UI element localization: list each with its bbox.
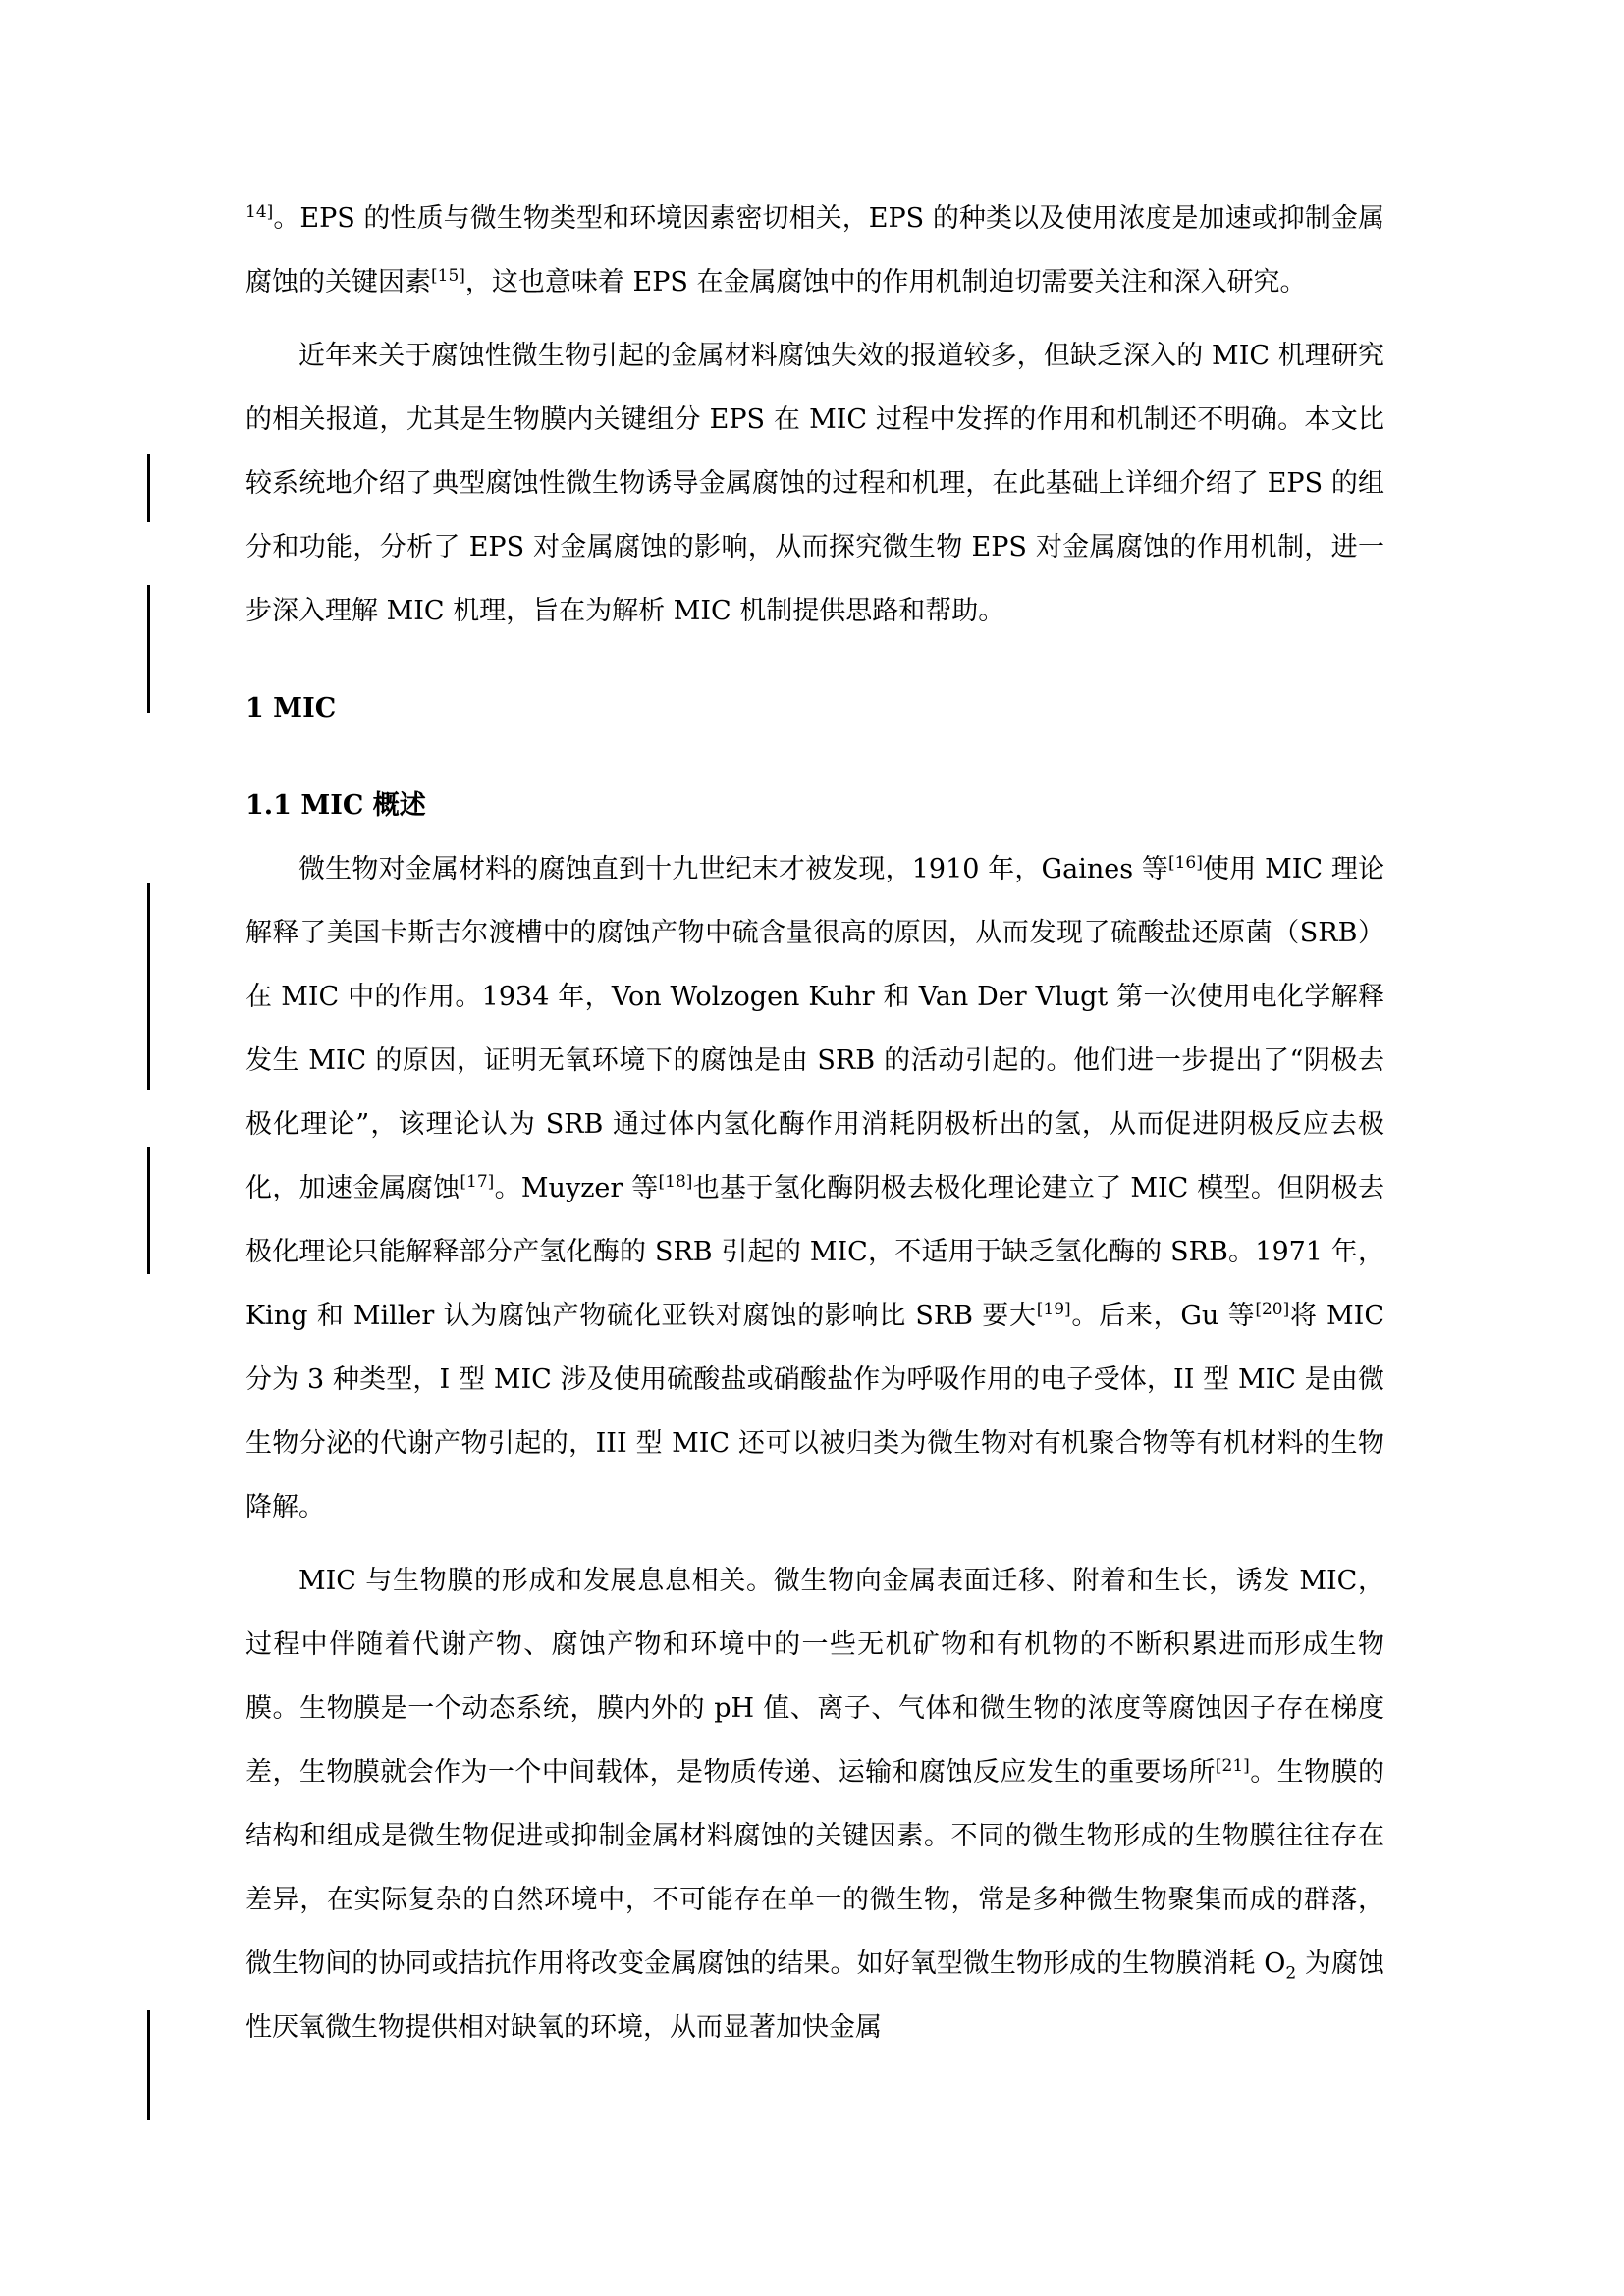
paragraph-text: 。EPS 的性质与微生物类型和环境因素密切相关，EPS 的种类以及使用浓度是加速或抑制金属腐蚀的关键因素 xyxy=(245,203,1384,297)
paragraph-continued xyxy=(245,187,1384,314)
change-bar-1 xyxy=(147,454,150,522)
citation-ref: [15] xyxy=(431,266,465,286)
section-heading: 1 MIC xyxy=(245,693,337,723)
citation-ref: [17] xyxy=(460,1172,495,1192)
paragraph-text: 为腐蚀性厌氧微生物提供相对缺氧的环境，从而显著加快金属 xyxy=(245,1949,1384,2043)
paragraph-intro: 近年来关于腐蚀性微生物引起的金属材料腐蚀失效的报道较多，但缺乏深入的 MIC 机理研究的相关报道，尤其是生物膜内关键组分 EPS 在 MIC 过程中发挥的作用和机制还不明确。本文比较系统地介绍了典型腐蚀性微生物诱导金属腐蚀的过程和机理，在此基础上详细介绍了 EPS 的组分和功能，分析了 EPS 对金属腐蚀的影响，从而探究微生物 EPS 对金属腐蚀的作用机制，进一步深入理解 MIC 机理，旨在为解析 MIC 机制提供思路和帮助。 xyxy=(245,341,1384,626)
document-body xyxy=(245,187,1384,2059)
citation-ref: [19] xyxy=(1036,1300,1071,1319)
subsection-heading: 1.1 MIC 概述 xyxy=(245,790,426,821)
paragraph-text: 将 MIC 分为 3 种类型，I 型 MIC 涉及使用硫酸盐或硝酸盐作为呼吸作用的电子受体，II 型 MIC 是由微生物分泌的代谢产物引起的，III 型 MIC 还可以被归类为微生物对有机聚合物等有机材料的生物降解。 xyxy=(245,1301,1384,1522)
change-bar-4 xyxy=(147,1147,150,1274)
paragraph-text: MIC 与生物膜的形成和发展息息相关。微生物向金属表面迁移、附着和生长，诱发 MIC，过程中伴随着代谢产物、腐蚀产物和环境中的一些无机矿物和有机物的不断积累进而形成生物膜。生物膜是一个动态系统，膜内外的 pH 值、离子、气体和微生物的浓度等腐蚀因子存在梯度差，生物膜就会作为一个中间载体，是物质传递、运输和腐蚀反应发生的重要场所 xyxy=(245,1566,1384,1788)
paragraph-text: 也基于氢化酶阴极去极化理论建立了 MIC 模型。但阴极去极化理论只能解释部分产氢化酶的 SRB 引起的 MIC，不适用于缺乏氢化酶的 SRB。1971 年，King 和 Miller 认为腐蚀产物硫化亚铁对腐蚀的影响比 SRB 要大 xyxy=(245,1173,1385,1331)
paragraph-text: ，这也意味着 EPS 在金属腐蚀中的作用机制迫切需要关注和深入研究。 xyxy=(464,267,1307,297)
change-bar-3 xyxy=(147,883,150,1090)
citation-ref: [21] xyxy=(1215,1756,1250,1776)
paragraph-text: 使用 MIC 理论解释了美国卡斯吉尔渡槽中的腐蚀产物中硫含量很高的原因，从而发现了硫酸盐还原菌（SRB）在 MIC 中的作用。1934 年，Von Wolzogen Kuhr 和 Van Der Vlugt 第一次使用电化学解释发生 MIC 的原因，证明无氧环境下的腐蚀是由 SRB 的活动引起的。他们进一步提出了“阴极去极化理论”，该理论认为 SRB 通过体内氢化酶作用消耗阴极析出的氢，从而促进阴极反应去极化，加速金属腐蚀 xyxy=(245,854,1385,1203)
citation-ref: 14] xyxy=(245,202,274,222)
paragraph-text: 。后来，Gu 等 xyxy=(1070,1301,1256,1331)
citation-ref: [20] xyxy=(1255,1300,1290,1319)
paragraph-text: 。Muyzer 等 xyxy=(494,1173,659,1203)
change-bar-5 xyxy=(147,2010,150,2120)
paragraph-text: 。生物膜的结构和组成是微生物促进或抑制金属材料腐蚀的关键因素。不同的微生物形成的生物膜往往存在差异，在实际复杂的自然环境中，不可能存在单一的微生物，常是多种微生物聚集而成的群落，微生物间的协同或拮抗作用将改变金属腐蚀的结果。如好氧型微生物形成的生物膜消耗 O xyxy=(245,1757,1385,1979)
subscript: 2 xyxy=(1285,1963,1297,1984)
paragraph-biofilm xyxy=(245,1549,1384,2059)
citation-ref: [16] xyxy=(1167,853,1203,873)
paragraph-mic-history xyxy=(245,837,1384,1539)
change-bar-2 xyxy=(147,585,150,713)
citation-ref: [18] xyxy=(658,1172,693,1192)
paragraph-text: 微生物对金属材料的腐蚀直到十九世纪末才被发现，1910 年，Gaines 等 xyxy=(298,854,1168,884)
